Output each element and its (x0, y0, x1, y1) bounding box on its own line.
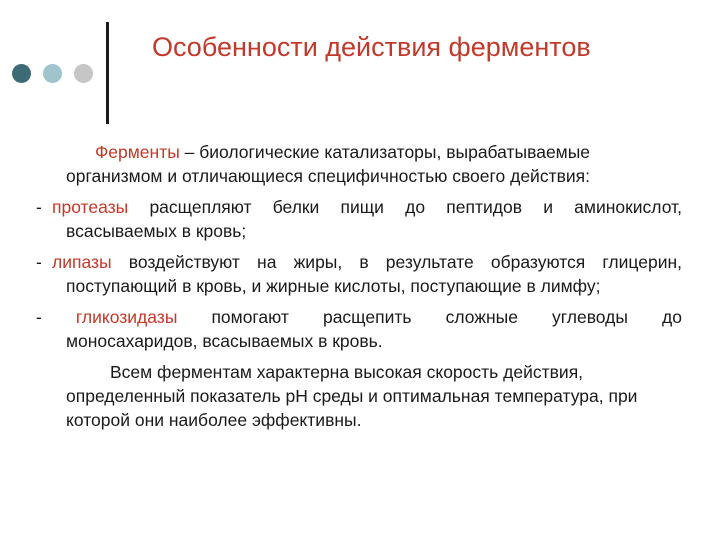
item-second-line: моносахаридов, всасываемых в кровь. (66, 331, 383, 351)
item-dash: - (36, 307, 42, 327)
item-word: помогают (211, 307, 289, 327)
slide-body (36, 140, 682, 439)
list-item (36, 195, 682, 243)
item-dash: - (36, 197, 42, 217)
item-word: расщепить (322, 307, 412, 327)
intro-paragraph (36, 140, 682, 188)
item-word: углеводы (552, 307, 628, 327)
item-text: расщепляют белки пищи до пептидов и аминокислот, всасываемых в кровь; (66, 197, 682, 241)
item-first-line (36, 305, 682, 329)
intro-term: Ферменты (95, 142, 180, 162)
list-item (36, 250, 682, 298)
item-text: воздействуют на жиры, в результате образуются глицерин, поступающий в кровь, и жирные кислоты, поступающие в лимфу; (66, 252, 682, 296)
intro-text: – биологические катализаторы, вырабатываемые организмом и отличающиеся специфичностью своего действия: (66, 142, 591, 186)
item-term: гликозидазы (75, 307, 178, 327)
vertical-divider (106, 22, 109, 124)
item-word: сложные (445, 307, 518, 327)
item-term: липазы (52, 252, 112, 272)
item-dash: - (36, 252, 42, 272)
dot-grey-icon (74, 64, 93, 83)
slide-title: Особенности действия ферментов (152, 32, 591, 62)
item-word: до (661, 307, 682, 327)
dot-dark-icon (12, 64, 31, 83)
list-item (36, 305, 682, 353)
conclusion-paragraph: Всем ферментам характерна высокая скорость действия, определенный показатель pH среды и оптимальная температура, при которой они наиболее эффективны. (66, 362, 638, 430)
item-term: протеазы (52, 197, 129, 217)
dot-light-icon (43, 64, 62, 83)
decorative-dots (10, 64, 100, 84)
